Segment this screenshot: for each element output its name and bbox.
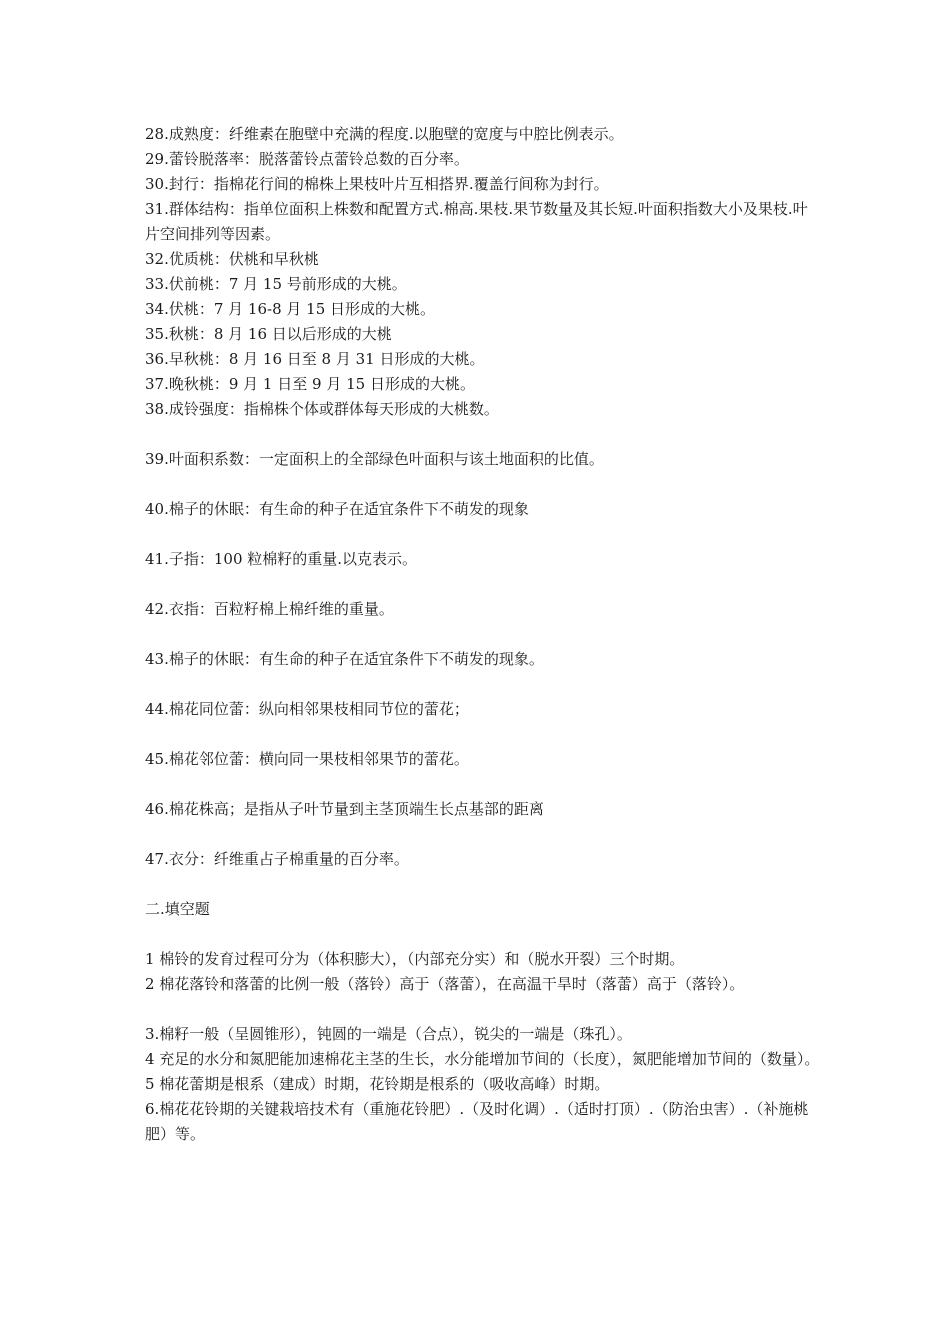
definition-item: 40.棉子的休眠：有生命的种子在适宜条件下不萌发的现象 [145,500,529,518]
definition-item: 33.伏前桃：7 月 15 号前形成的大桃。 [145,275,407,293]
fill-blank-item: 6.棉花花铃期的关键栽培技术有（重施花铃肥）.（及时化调）.（适时打顶）.（防治虫害）.（补施桃肥）等。 [145,1100,809,1143]
section-heading: 二.填空题 [145,900,210,918]
fill-blank-item: 5 棉花蕾期是根系（建成）时期，花铃期是根系的（吸收高峰）时期。 [145,1075,610,1093]
definition-item: 42.衣指：百粒籽棉上棉纤维的重量。 [145,600,394,618]
definition-item: 45.棉花邻位蕾：横向同一果枝相邻果节的蕾花。 [145,750,469,768]
fill-blank-item: 4 充足的水分和氮肥能加速棉花主茎的生长，水分能增加节间的（长度），氮肥能增加节间的（数量）。 [145,1050,820,1068]
definition-item: 36.早秋桃：8 月 16 日至 8 月 31 日形成的大桃。 [145,350,485,368]
definition-item: 29.蕾铃脱落率：脱落蕾铃点蕾铃总数的百分率。 [145,150,469,168]
definition-item: 46.棉花株高；是指从子叶节量到主茎顶端生长点基部的距离 [145,800,544,818]
definition-item: 34.伏桃：7 月 16-8 月 15 日形成的大桃。 [145,300,436,318]
definition-item: 37.晚秋桃：9 月 1 日至 9 月 15 日形成的大桃。 [145,375,475,393]
definition-item: 30.封行：指棉花行间的棉株上果枝叶片互相搭界.覆盖行间称为封行。 [145,175,609,193]
definition-item: 31.群体结构：指单位面积上株数和配置方式.棉高.果枝.果节数量及其长短.叶面积指数大小及果枝.叶片空间排列等因素。 [145,200,808,243]
definition-item: 32.优质桃：伏桃和早秋桃 [145,250,319,268]
definition-item: 47.衣分：纤维重占子棉重量的百分率。 [145,850,409,868]
document-body [145,122,820,1147]
definition-item: 43.棉子的休眠：有生命的种子在适宜条件下不萌发的现象。 [145,650,544,668]
definition-item: 35.秋桃：8 月 16 日以后形成的大桃 [145,325,392,343]
definition-item: 28.成熟度：纤维素在胞壁中充满的程度.以胞壁的宽度与中腔比例表示。 [145,125,624,143]
fill-blank-item: 3.棉籽一般（呈圆锥形），钝圆的一端是（合点），锐尖的一端是（珠孔）。 [145,1025,632,1043]
definition-item: 41.子指：100 粒棉籽的重量.以克表示。 [145,550,418,568]
fill-blank-item: 2 棉花落铃和落蕾的比例一般（落铃）高于（落蕾），在高温干旱时（落蕾）高于（落铃）。 [145,975,745,993]
definition-item: 38.成铃强度：指棉株个体或群体每天形成的大桃数。 [145,400,499,418]
definition-item: 44.棉花同位蕾：纵向相邻果枝相同节位的蕾花； [145,700,469,718]
definition-item: 39.叶面积系数：一定面积上的全部绿色叶面积与该土地面积的比值。 [145,450,604,468]
fill-blank-item: 1 棉铃的发育过程可分为（体积膨大），（内部充分实）和（脱水开裂）三个时期。 [145,950,685,968]
